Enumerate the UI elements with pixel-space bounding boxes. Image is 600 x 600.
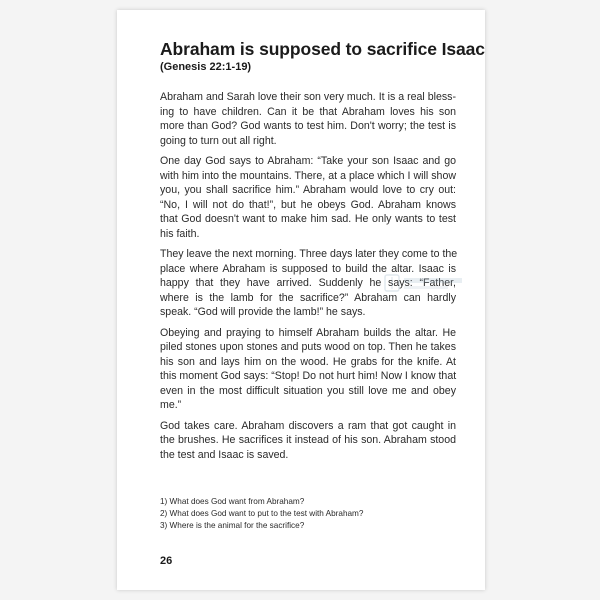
text-line: Abraham and Sarah love their son very much. It is a real bless- bbox=[160, 91, 456, 103]
text-line: more than God? God wants to test him. Don't worry; the test is bbox=[160, 120, 456, 132]
text-line: God takes care. Abraham discovers a ram that got caught in bbox=[160, 419, 456, 432]
paragraph-1 bbox=[160, 90, 456, 148]
text-line: One day God says to Abraham: “Take your son Isaac and go bbox=[160, 155, 456, 167]
text-line: the brushes. He sacrifices it instead of his son. Abraham stood bbox=[160, 434, 456, 446]
question-item: 3) Where is the animal for the sacrifice? bbox=[160, 521, 305, 530]
watermark-logo-icon bbox=[384, 272, 466, 294]
page-title: Abraham is supposed to sacrifice Isaac bbox=[160, 39, 485, 59]
discussion-questions bbox=[160, 496, 460, 532]
page-number: 26 bbox=[160, 555, 173, 567]
text-line: going to turn out all right. bbox=[160, 134, 277, 147]
text-line: piled stones upon stones and puts wood on top. Then he takes bbox=[160, 341, 456, 353]
scripture-reference: (Genesis 22:1-19) bbox=[160, 61, 252, 73]
paragraph-5 bbox=[160, 419, 456, 463]
paragraph-4 bbox=[160, 326, 456, 413]
text-line: his son and lays him on the wood. He grabs for the knife. At bbox=[160, 355, 456, 368]
text-line: with him into the mountains. There, at a place which I will show bbox=[160, 169, 456, 182]
text-line: even in the most difficult situation you still love me and obey bbox=[160, 384, 456, 397]
text-line: place where Abraham is supposed to build the altar. Isaac is bbox=[160, 262, 456, 275]
text-line: speak. “God will provide the lamb!” he says. bbox=[160, 306, 366, 318]
question-item: 1) What does God want from Abraham? bbox=[160, 497, 305, 506]
text-line: this moment God says: “Stop! Do not hurt him! Now I know that bbox=[160, 370, 457, 382]
book-page bbox=[117, 10, 485, 590]
text-line: ing to have children. Can it be that Abraham loves his son bbox=[160, 105, 456, 118]
text-line: his faith. bbox=[160, 227, 200, 240]
text-line: you, you shall sacrifice him.” Abraham would love to cry out: bbox=[160, 184, 456, 196]
question-item: 2) What does God want to put to the test with Abraham? bbox=[160, 509, 364, 518]
text-line: me.” bbox=[160, 399, 182, 411]
paragraph-2 bbox=[160, 154, 456, 241]
text-line: that God doesn't want to make him sad. He only wants to test bbox=[160, 213, 456, 225]
text-line: They leave the next morning. Three days later they come to the bbox=[160, 248, 458, 260]
text-line: happy that they have arrived. Suddenly he says: “Father, bbox=[160, 277, 456, 289]
text-line: where is the lamb for the sacrifice?” Abraham can hardly bbox=[160, 291, 456, 304]
text-line: Obeying and praying to himself Abraham builds the altar. He bbox=[160, 326, 456, 339]
text-line: the test and Isaac is saved. bbox=[160, 448, 289, 461]
text-line: “No, I will not do that!”, but he obeys God. Abraham knows bbox=[160, 198, 456, 211]
